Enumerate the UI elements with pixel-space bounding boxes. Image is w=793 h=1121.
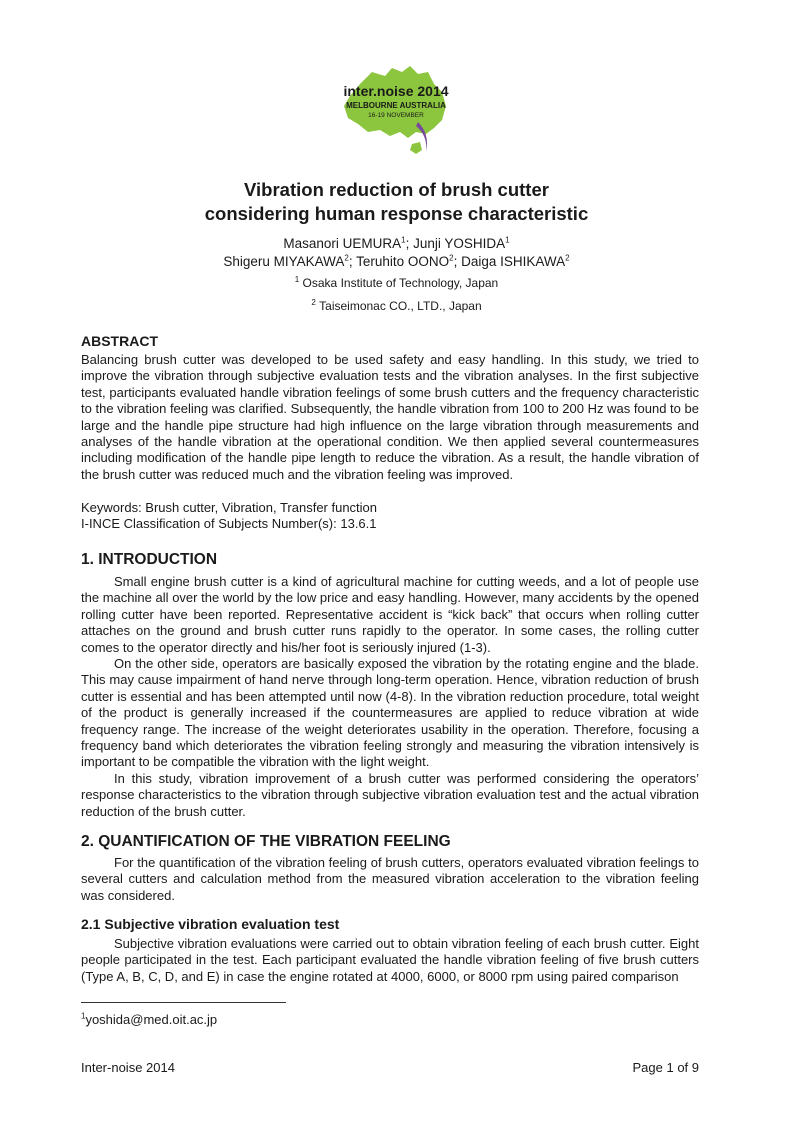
footnote-sup: 1: [81, 1011, 86, 1021]
keywords: Keywords: Brush cutter, Vibration, Transfer function: [81, 500, 378, 515]
section1-paragraph3: In this study, vibration improvement of a brush cutter was performed considering the operators’ response characteristics to the vibration through subjective vibration evaluation test and the actual vibration reduction of the brush cutter.: [81, 771, 699, 819]
author-name: ; Junji YOSHIDA: [405, 236, 506, 251]
affiliation-text: Osaka Institute of Technology, Japan: [302, 276, 499, 290]
subsection-paragraph: Subjective vibration evaluations were carried out to obtain vibration feeling of each brush cutter. Eight people participated in the test. Each participant evaluated the handle vibration feeling of five brush cutters (Type A, B, C, D, and E) in case the engine rotated at 4000, 6000, or 8000 rpm using paired comparison: [81, 936, 699, 984]
abstract-heading: ABSTRACT: [81, 333, 158, 349]
affiliation-1: [0, 274, 793, 292]
classification: I-INCE Classification of Subjects Number(s): 13.6.1: [81, 516, 377, 531]
section1-paragraph1: Small engine brush cutter is a kind of agricultural machine for cutting weeds, and a lot of people use the machine all over the world by the low price and easy handling. However, many accidents by the opened rolling cutter have been reported. Representative accident is “kick back” that occurs when rolling cutter attaches on the ground and brush cutter runs rapidly to the operator. In some cases, the rolling cutter comes to the operator directly and his/her foot is seriously injured (1-3).: [81, 574, 699, 655]
author-sup: 1: [401, 235, 406, 245]
affiliation-sup: 1: [294, 275, 300, 284]
author-sup: 2: [449, 253, 454, 263]
affiliation-sup: 2: [311, 298, 316, 307]
author-line1: [0, 235, 793, 253]
author-line2: [0, 253, 793, 271]
section2-paragraph1: For the quantification of the vibration feeling of brush cutters, operators evaluated vibration feelings to several cutters and calculation method from the measured vibration acceleration to the vibration feeling was considered.: [81, 855, 699, 903]
paper-title-line1: Vibration reduction of brush cutter: [244, 179, 549, 200]
logo-line2: MELBOURNE AUSTRALIA: [346, 101, 446, 110]
footer-page-number: Page 1 of 9: [632, 1060, 699, 1075]
author-sup: 1: [505, 235, 510, 245]
logo-line1: inter.noise 2014: [343, 83, 449, 99]
author-name: ; Daiga ISHIKAWA: [453, 254, 566, 269]
paper-title-line2: considering human response characteristic: [204, 203, 589, 224]
affiliation-2: [0, 297, 793, 315]
section1-paragraph2: On the other side, operators are basically exposed the vibration by the rotating engine and the blade. This may cause impairment of hand nerve through long-term operation. Hence, vibration reduction of brush cutter is essential and has been attempted until now (4-8). In the vibration reduction procedure, total weight of the product is generally increased if the countermeasures are applied to reduce vibration at wide frequency range. The increase of the weight deteriorates usability in the operation. Therefore, focusing a frequency band which deteriorates the vibration feeling strongly and measuring the vibration intensively is important to be compatible the vibration with the light weight.: [81, 656, 699, 770]
conference-logo: [330, 62, 460, 162]
footnote-email[interactable]: yoshida@med.oit.ac.jp: [85, 1012, 218, 1027]
subsection-heading: 2.1 Subjective vibration evaluation test: [81, 916, 340, 932]
abstract-text: Balancing brush cutter was developed to be used safety and easy handling. In this study, we tried to improve the vibration through subjective evaluation tests and the vibration analyses. In the first subjective test, participants evaluated handle vibration feelings of some brush cutters and the frequency characteristic to the vibration feeling was clarified. Subsequently, the handle vibration from 100 to 200 Hz was found to be large and the handle pipe structure had high influence on the large vibration through measurements and analyses of the handle vibration at the operational condition. We then applied several countermeasures including modification of the handle pipe length to reduce the vibration. As a result, the handle vibration of the brush cutter was reduced much and the vibration feeling was improved.: [81, 352, 699, 482]
author-name: Shigeru MIYAKAWA: [223, 254, 345, 269]
logo-line3: 16-19 NOVEMBER: [368, 112, 424, 119]
author-name: Masanori UEMURA: [283, 236, 402, 251]
author-sup: 2: [344, 253, 349, 263]
footnote: [81, 1012, 217, 1027]
footnote-divider: [81, 1002, 286, 1003]
author-sup: 2: [565, 253, 570, 263]
section1-heading: 1. INTRODUCTION: [81, 551, 218, 568]
affiliation-text: Taiseimonac CO., LTD., Japan: [319, 299, 482, 313]
author-name: ; Teruhito OONO: [348, 254, 450, 269]
footer-conference: Inter-noise 2014: [81, 1060, 175, 1075]
section2-heading: 2. QUANTIFICATION OF THE VIBRATION FEELING: [81, 833, 451, 850]
tasmania-shape: [410, 142, 422, 154]
